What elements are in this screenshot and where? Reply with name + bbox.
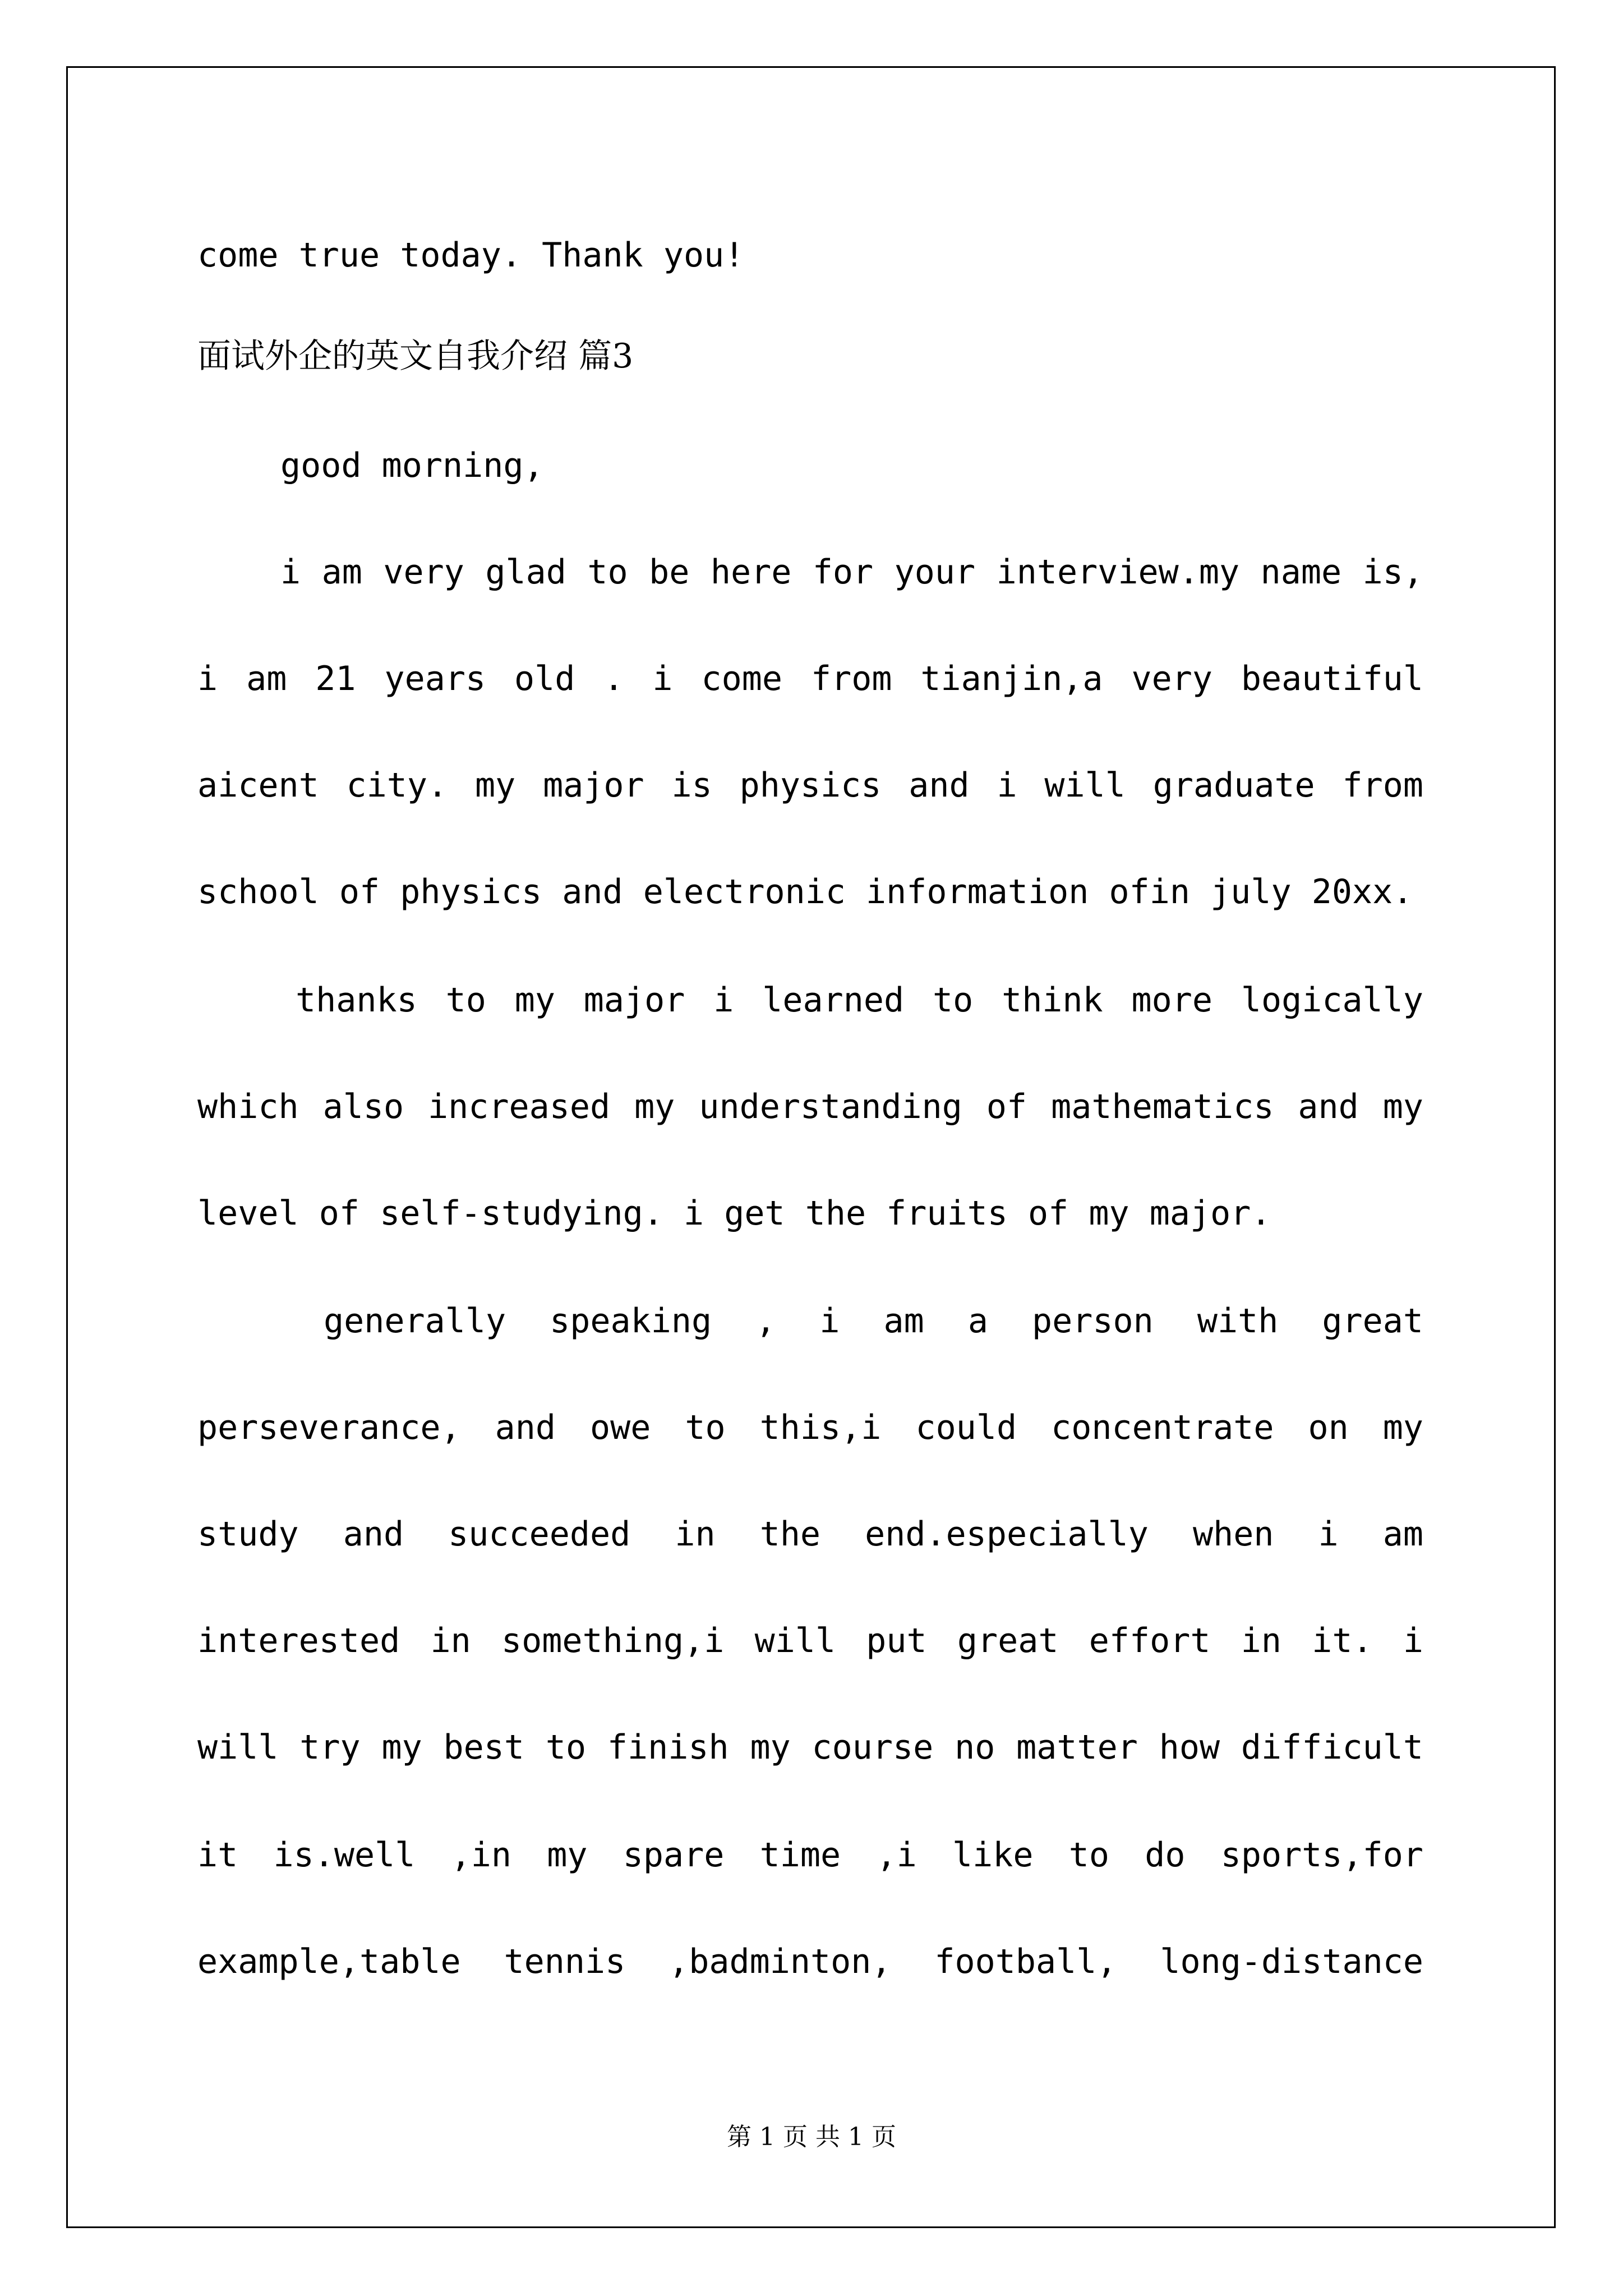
- body-text-line: it is.well ,in my spare time ,i like to do sports,for: [197, 1835, 1423, 1875]
- body-text-line: perseverance, and owe to this,i could concentrate on my: [197, 1408, 1423, 1447]
- body-text-line: aicent city. my major is physics and i will graduate from: [197, 766, 1423, 805]
- body-text-line: thanks to my major i learned to think more logically: [296, 981, 1423, 1020]
- body-text-line: which also increased my understanding of mathematics and my: [197, 1087, 1423, 1126]
- body-text-line: will try my best to finish my course no matter how difficult: [197, 1728, 1423, 1767]
- section-heading: 面试外企的英文自我介绍 篇3: [197, 337, 634, 376]
- body-text-line: study and succeeded in the end.especially when i am: [197, 1515, 1423, 1554]
- body-text-line: generally speaking , i am a person with great: [324, 1301, 1423, 1341]
- page-footer: 第 1 页 共 1 页: [727, 2123, 896, 2151]
- body-text-line: interested in something,i will put great effort in it. i: [197, 1621, 1423, 1660]
- body-text-line: level of self-studying. i get the fruits of my major.: [197, 1194, 1271, 1233]
- body-text-line: good morning,: [280, 446, 544, 485]
- body-text-line: example,table tennis ,badminton, football, long-distance: [197, 1942, 1423, 1981]
- body-text-line: school of physics and electronic information ofin july 20xx.: [197, 872, 1413, 912]
- body-text-line: i am very glad to be here for your interview.my name is,: [280, 553, 1423, 592]
- page-border: [66, 66, 1556, 2228]
- body-text-line: come true today. Thank you!: [197, 236, 745, 275]
- body-text-line: i am 21 years old . i come from tianjin,a very beautiful: [197, 659, 1423, 698]
